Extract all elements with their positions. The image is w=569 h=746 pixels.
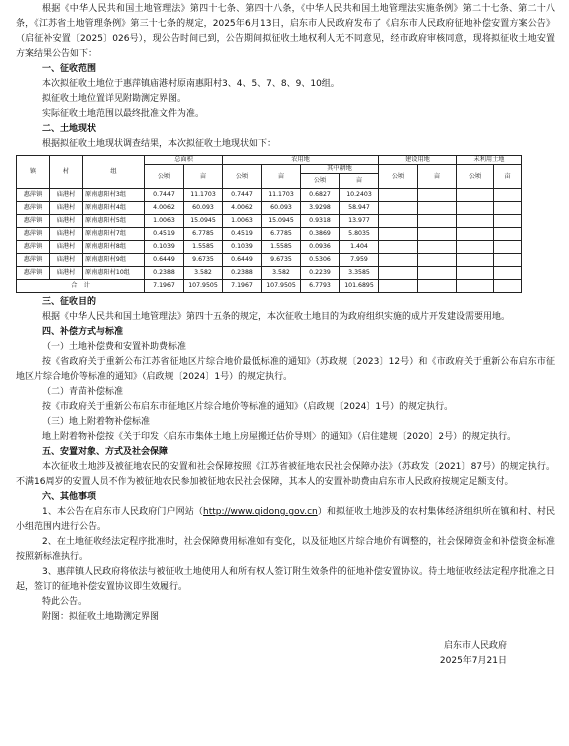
table-cell <box>379 189 418 202</box>
item-1-text-a: 1、本公告在启东市人民政府门户网站（ <box>42 507 203 517</box>
section-1-title: 一、征收范围 <box>42 64 97 74</box>
table-cell: 惠萍镇 <box>17 202 50 215</box>
table-cell <box>418 228 457 241</box>
header-arable: 其中耕地 <box>301 165 379 174</box>
table-cell: 15.0945 <box>262 215 301 228</box>
table-cell: 0.6449 <box>223 254 262 267</box>
table-cell: 6.7793 <box>301 280 340 293</box>
table-cell: 3.582 <box>184 267 223 280</box>
header-group: 组 <box>83 156 145 189</box>
table-cell <box>418 254 457 267</box>
section-4-sub-2: （二）青苗补偿标准 <box>42 387 124 397</box>
section-5-text: 本次征收土地涉及被征地农民的安置和社会保障按照《江苏省被征地农民社会保障办法》（苏政发〔2021〕87号）的规定执行。不满16周岁的安置人员不作为被征地农民参加被征地农民社会保障，其本人的安置补助费由启东市人民政府按规定足额支付。 <box>16 462 555 487</box>
table-cell <box>457 241 494 254</box>
table-cell <box>494 254 522 267</box>
header-unit-mu: 亩 <box>418 165 457 189</box>
header-total-area: 总面积 <box>145 156 223 165</box>
table-cell: 0.0936 <box>301 241 340 254</box>
table-cell <box>494 267 522 280</box>
table-cell: 1.404 <box>340 241 379 254</box>
table-cell <box>457 280 494 293</box>
table-cell: 庙港村 <box>50 267 83 280</box>
table-cell: 惠萍镇 <box>17 228 50 241</box>
table-cell: 7.1967 <box>223 280 262 293</box>
table-cell: 0.9318 <box>301 215 340 228</box>
table-cell <box>494 280 522 293</box>
table-cell: 4.0062 <box>145 202 184 215</box>
table-cell: 6.7785 <box>262 228 301 241</box>
table-cell <box>379 254 418 267</box>
table-cell: 11.1703 <box>184 189 223 202</box>
table-cell: 0.2388 <box>223 267 262 280</box>
table-cell: 庙港村 <box>50 215 83 228</box>
closing-text: 特此公告。 <box>42 597 88 607</box>
table-cell: 6.7785 <box>184 228 223 241</box>
table-cell: 0.2388 <box>145 267 184 280</box>
table-cell: 庙港村 <box>50 189 83 202</box>
table-cell: 0.1039 <box>145 241 184 254</box>
table-cell: 9.6735 <box>184 254 223 267</box>
table-cell <box>418 241 457 254</box>
attachment-note: 附图：拟征收土地勘测定界图 <box>42 612 160 622</box>
header-construction: 建设用地 <box>379 156 457 165</box>
table-cell <box>494 228 522 241</box>
table-cell: 原南惠阳村7组 <box>83 228 145 241</box>
table-cell: 原南惠阳村9组 <box>83 254 145 267</box>
table-cell <box>457 202 494 215</box>
header-town: 镇 <box>17 156 50 189</box>
header-unit-ha: 公顷 <box>379 165 418 189</box>
table-row <box>17 241 522 254</box>
table-cell <box>418 215 457 228</box>
section-6-title: 六、其他事项 <box>42 492 97 502</box>
table-cell: 0.6827 <box>301 189 340 202</box>
intro-paragraph: 根据《中华人民共和国土地管理法》第四十七条、第四十八条，《中华人民共和国土地管理法实施条例》第二十七条、第二十八条，《江苏省土地管理条例》第三十七条的规定，2025年6月13日，启东市人民政府发布了《启东市人民政府征地补偿安置方案公告》（启征补安置〔2025〕026号），现公告时间已到，公告期间拟征收土地权利人无不同意见，经市政府审核同意，现将拟征收土地安置方案结果公告如下： <box>16 4 555 59</box>
signature-org: 启东市人民政府 <box>443 641 507 651</box>
header-unit-mu: 亩 <box>184 165 223 189</box>
table-cell: 0.2239 <box>301 267 340 280</box>
table-cell: 3.3585 <box>340 267 379 280</box>
table-cell: 0.6449 <box>145 254 184 267</box>
table-cell: 101.6895 <box>340 280 379 293</box>
table-cell: 0.7447 <box>145 189 184 202</box>
table-cell: 0.4519 <box>145 228 184 241</box>
table-cell <box>418 280 457 293</box>
table-cell <box>379 228 418 241</box>
table-cell: 惠萍镇 <box>17 254 50 267</box>
section-5-title: 五、安置对象、方式及社会保障 <box>42 447 169 457</box>
section-4-sub-3-text: 地上附着物补偿按《关于印发〈启东市集体土地上房屋搬迁估价导则〉的通知》（启住建规〔2020〕2号）的规定执行。 <box>42 432 517 442</box>
table-cell: 0.4519 <box>223 228 262 241</box>
item-1-text-b: ）和拟征收土地涉及的农村集体经济组织所在镇和村、村民小组范围内进行公告。 <box>16 507 555 532</box>
header-unit-ha: 公顷 <box>301 174 340 189</box>
table-cell: 7.959 <box>340 254 379 267</box>
table-cell: 3.582 <box>262 267 301 280</box>
table-cell: 1.5585 <box>184 241 223 254</box>
table-cell: 惠萍镇 <box>17 215 50 228</box>
table-cell: 58.947 <box>340 202 379 215</box>
table-cell: 3.9298 <box>301 202 340 215</box>
table-cell: 10.2403 <box>340 189 379 202</box>
table-cell: 5.8035 <box>340 228 379 241</box>
table-cell: 原南惠阳村5组 <box>83 215 145 228</box>
table-cell: 107.9505 <box>262 280 301 293</box>
table-total-row <box>17 280 522 293</box>
table-row <box>17 202 522 215</box>
table-cell: 0.3869 <box>301 228 340 241</box>
section-6-item-3: 3、惠萍镇人民政府将依法与被征收土地使用人和所有权人签订附生效条件的征地补偿安置协议。待土地征收经法定程序批准之日起，签订的征地补偿安置协议即生效履行。 <box>16 567 555 592</box>
section-4-sub-1: （一）土地补偿费和安置补助费标准 <box>42 342 187 352</box>
table-cell <box>494 215 522 228</box>
table-cell <box>379 202 418 215</box>
table-cell <box>457 254 494 267</box>
table-cell: 0.7447 <box>223 189 262 202</box>
total-label: 合 计 <box>17 280 145 293</box>
header-unit-mu: 亩 <box>494 165 522 189</box>
signature-date: 2025年7月21日 <box>439 656 507 666</box>
table-cell <box>418 202 457 215</box>
table-cell: 庙港村 <box>50 241 83 254</box>
table-cell: 惠萍镇 <box>17 189 50 202</box>
section-4-sub-2-text: 按《市政府关于重新公布启东市征地区片综合地价等标准的通知》（启政规〔2024〕1号）的规定执行。 <box>42 402 454 412</box>
table-cell: 庙港村 <box>50 254 83 267</box>
section-4-sub-1-text: 按《省政府关于重新公布江苏省征地区片综合地价最低标准的通知》（苏政规〔2023〕12号）和《市政府关于重新公布启东市征地区片综合地价等标准的通知》（启政规〔2024〕1号）的规定执行。 <box>16 357 555 382</box>
section-6-item-1 <box>16 505 555 535</box>
table-cell <box>379 267 418 280</box>
table-cell: 13.977 <box>340 215 379 228</box>
section-1-line-1: 本次拟征收土地位于惠萍镇庙港村原南惠阳村3、4、5、7、8、9、10组。 <box>42 79 340 89</box>
table-row <box>17 228 522 241</box>
table-cell: 9.6735 <box>262 254 301 267</box>
table-cell: 惠萍镇 <box>17 241 50 254</box>
table-cell: 4.0062 <box>223 202 262 215</box>
table-cell <box>494 202 522 215</box>
table-cell <box>418 189 457 202</box>
header-unit-ha: 公顷 <box>457 165 494 189</box>
table-cell: 0.1039 <box>223 241 262 254</box>
table-cell: 11.1703 <box>262 189 301 202</box>
section-4-sub-3: （三）地上附着物补偿标准 <box>42 417 151 427</box>
table-cell <box>457 228 494 241</box>
section-6-item-2: 2、在土地征收经法定程序批准时，社会保障费用标准如有变化，以及征地区片综合地价有调整的，社会保障资金和补偿资金标准按照新标准执行。 <box>16 537 555 562</box>
section-3-text: 根据《中华人民共和国土地管理法》第四十五条的规定，本次征收土地目的为政府组织实施的成片开发建设需要用地。 <box>42 312 511 322</box>
table-cell: 0.5306 <box>301 254 340 267</box>
government-website-link[interactable]: http://www.qidong.gov.cn <box>202 507 318 517</box>
table-cell: 原南惠阳村10组 <box>83 267 145 280</box>
table-cell <box>457 267 494 280</box>
table-cell: 1.0063 <box>223 215 262 228</box>
table-cell: 原南惠阳村8组 <box>83 241 145 254</box>
table-cell <box>457 189 494 202</box>
table-cell: 原南惠阳村4组 <box>83 202 145 215</box>
table-cell: 60.093 <box>184 202 223 215</box>
land-status-table <box>16 155 522 293</box>
table-cell: 原南惠阳村3组 <box>83 189 145 202</box>
table-cell: 1.0063 <box>145 215 184 228</box>
section-2-lead: 根据拟征收土地现状调查结果，本次拟征收土地现状如下： <box>42 139 277 149</box>
header-unused: 未利用土地 <box>457 156 522 165</box>
table-cell <box>379 215 418 228</box>
table-cell: 7.1967 <box>145 280 184 293</box>
table-cell: 1.5585 <box>262 241 301 254</box>
section-3-title: 三、征收目的 <box>42 297 97 307</box>
table-row <box>17 215 522 228</box>
table-cell <box>379 241 418 254</box>
table-row <box>17 254 522 267</box>
table-cell: 庙港村 <box>50 228 83 241</box>
table-cell: 庙港村 <box>50 202 83 215</box>
table-cell: 惠萍镇 <box>17 267 50 280</box>
table-cell: 15.0945 <box>184 215 223 228</box>
section-2-title: 二、土地现状 <box>42 124 97 134</box>
section-4-title: 四、补偿方式与标准 <box>42 327 124 337</box>
header-unit-mu: 亩 <box>262 165 301 189</box>
header-unit-mu: 亩 <box>340 174 379 189</box>
table-cell <box>457 215 494 228</box>
section-1-line-3: 实际征收土地范围以最终批准文件为准。 <box>42 109 205 119</box>
table-row <box>17 189 522 202</box>
table-cell <box>418 267 457 280</box>
table-cell <box>494 189 522 202</box>
header-unit-ha: 公顷 <box>145 165 184 189</box>
table-cell <box>494 241 522 254</box>
table-cell: 60.093 <box>262 202 301 215</box>
header-agricultural: 农用地 <box>223 156 379 165</box>
header-village: 村 <box>50 156 83 189</box>
table-row <box>17 267 522 280</box>
table-cell: 107.9505 <box>184 280 223 293</box>
header-unit-ha: 公顷 <box>223 165 262 189</box>
table-cell <box>379 280 418 293</box>
section-1-line-2: 拟征收土地位置详见附勘测定界图。 <box>42 94 187 104</box>
